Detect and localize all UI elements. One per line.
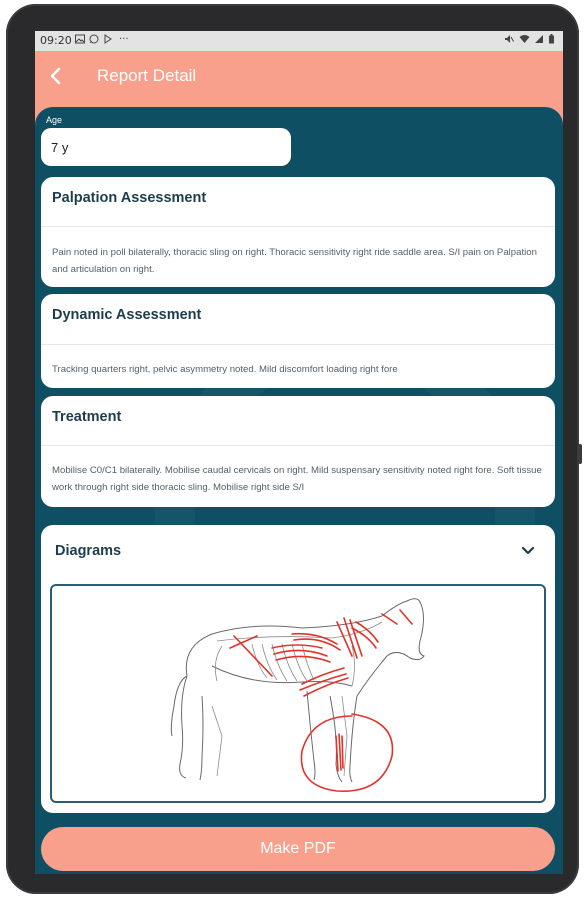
content-area: [35, 107, 563, 874]
report-panel[interactable]: [35, 107, 563, 819]
horse-skeleton-diagram: [52, 586, 544, 801]
back-button[interactable]: [46, 64, 68, 88]
status-right-icons: [504, 34, 555, 47]
horse-diagram[interactable]: [50, 584, 546, 803]
chevron-down-icon: [519, 541, 537, 559]
palpation-card: [41, 177, 555, 287]
page-title: Report Detail: [97, 66, 197, 85]
tablet-frame: [6, 4, 579, 894]
app-bar: [35, 51, 563, 107]
treatment-title: Treatment: [52, 409, 122, 425]
make-pdf-button[interactable]: Make PDF: [41, 827, 555, 871]
signal-icon: [534, 36, 548, 47]
more-icon: ···: [119, 34, 129, 45]
diagrams-toggle-button[interactable]: [519, 541, 537, 559]
status-time: 09:20: [40, 34, 72, 47]
play-icon: [103, 34, 113, 47]
status-bar: [35, 31, 563, 51]
whatsapp-icon: [89, 34, 99, 47]
age-input[interactable]: [41, 128, 291, 166]
mute-icon: [504, 36, 518, 47]
side-button: [578, 444, 582, 464]
footer-bar: [35, 819, 563, 874]
treatment-text: Mobilise C0/C1 bilaterally. Mobilise caudal cervicals on right. Mild suspensary sensitivity noted right fore. Soft tissue work through right side thoracic sling. Mobilise right side S/I: [52, 465, 542, 493]
chevron-left-icon: [46, 64, 68, 88]
divider: [41, 445, 555, 446]
dynamic-card: [41, 294, 555, 388]
divider: [41, 344, 555, 345]
diagrams-card: [41, 525, 555, 813]
treatment-card: [41, 396, 555, 507]
divider: [41, 226, 555, 227]
battery-icon: [548, 36, 555, 47]
age-label: Age: [46, 115, 63, 125]
diagrams-title: Diagrams: [55, 543, 122, 559]
image-icon: [75, 34, 85, 47]
palpation-title: Palpation Assessment: [52, 190, 207, 206]
wifi-icon: [519, 36, 534, 47]
dynamic-text: Tracking quarters right, pelvic asymmetry noted. Mild discomfort loading right fore: [52, 364, 398, 375]
palpation-text: Pain noted in poll bilaterally, thoracic sling on right. Thoracic sensitivity right ride saddle area. S/I pain on Palpation and articulation on right.: [52, 247, 537, 275]
screen: [35, 31, 563, 874]
dynamic-title: Dynamic Assessment: [52, 307, 202, 323]
